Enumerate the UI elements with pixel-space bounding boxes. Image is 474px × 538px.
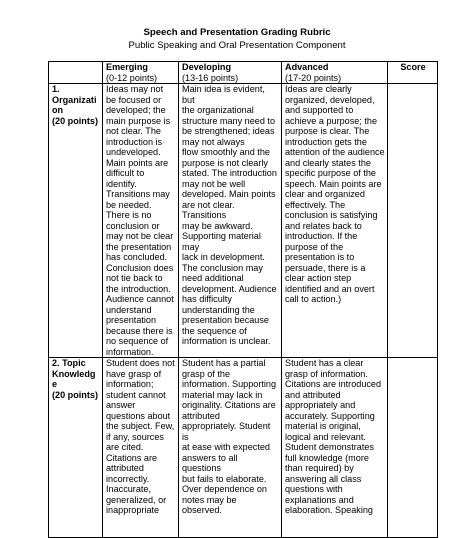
developing-line: be strengthened; ideas	[182, 126, 275, 136]
emerging-line: information;	[106, 379, 154, 389]
advanced-line: answering all class	[285, 473, 362, 484]
advanced-line: elaboration. Speaking	[285, 505, 373, 515]
advanced-line: purpose of the	[285, 241, 344, 252]
developing-line: may not always	[182, 136, 245, 147]
emerging-cell	[103, 358, 179, 538]
emerging-line: generalized, or	[106, 494, 167, 505]
advanced-line: introduction. If the	[285, 231, 358, 241]
developing-line: need additional	[182, 273, 244, 283]
header-cell-criterion	[49, 62, 103, 84]
advanced-line: presentation is to	[285, 252, 355, 262]
emerging-line: Student does not	[106, 358, 175, 368]
criterion-line: (20 points)	[52, 115, 98, 126]
advanced-line: speech. Main points are	[285, 178, 382, 189]
table-row	[49, 358, 438, 538]
document-title: Speech and Presentation Grading Rubric	[143, 27, 331, 38]
emerging-line: not clear. The	[106, 126, 161, 136]
criterion-cell	[49, 84, 103, 358]
developing-line: material may lack in	[182, 389, 263, 400]
score-cell	[388, 84, 438, 358]
developing-line: are not clear. Transitions	[182, 199, 235, 220]
emerging-line: Citations are	[106, 452, 158, 463]
developing-line: Main idea is evident, but	[182, 84, 265, 105]
advanced-line: Student demonstrates	[285, 442, 374, 452]
advanced-line: clear and organized	[285, 189, 365, 199]
emerging-line: incorrectly.	[106, 473, 150, 484]
advanced-line: material is original,	[285, 421, 361, 431]
developing-line: understanding the	[182, 304, 255, 315]
rubric-table	[48, 61, 438, 538]
developing-line: has difficulty	[182, 294, 232, 304]
advanced-line: Student has a clear	[285, 358, 364, 368]
header-cell-developing	[179, 62, 282, 84]
score-cell	[388, 358, 438, 538]
advanced-line: and supported to	[285, 105, 354, 115]
header-cell-emerging	[103, 62, 179, 84]
emerging-line: conclusion or	[106, 220, 160, 231]
emerging-line: Conclusion does	[106, 262, 174, 273]
advanced-line: attention of the audience	[285, 147, 385, 157]
developing-line: lack in development.	[182, 252, 265, 262]
advanced-line: Citations are introduced	[285, 379, 382, 389]
criterion-line: 1.	[52, 84, 60, 94]
emerging-line: difficult to	[106, 168, 145, 178]
emerging-line: Inaccurate,	[106, 484, 151, 494]
emerging-line: because there is	[106, 325, 173, 336]
criterion-line: (20 points)	[52, 389, 98, 400]
emerging-line: main purpose is	[106, 115, 171, 126]
advanced-line: and relates back to	[285, 220, 362, 231]
criterion-line: 2. Topic	[52, 358, 86, 368]
header-range: (17-20 points)	[285, 72, 342, 83]
developing-line: flow smoothly and the	[182, 147, 270, 157]
advanced-line: logical and relevant.	[285, 431, 366, 442]
advanced-line: full knowledge (more	[285, 452, 369, 463]
emerging-line: identify.	[106, 178, 137, 189]
advanced-line: specific purpose of the	[285, 168, 376, 178]
emerging-line: no sequence of	[106, 336, 169, 346]
developing-line: answers to all questions	[182, 452, 238, 473]
developing-line: attributed	[182, 410, 220, 421]
header-range: (0-12 points)	[106, 72, 158, 83]
advanced-line: call to action.)	[285, 294, 342, 304]
advanced-line: persuade, there is a	[285, 262, 366, 273]
developing-cell	[179, 84, 282, 358]
header-label: Score	[400, 62, 426, 72]
emerging-line: are cited.	[106, 442, 144, 452]
emerging-line: information.	[106, 346, 154, 357]
developing-line: the organizational	[182, 105, 254, 115]
advanced-line: and attributed	[285, 389, 341, 400]
emerging-line: Main points are	[106, 157, 169, 168]
emerging-line: the introduction.	[106, 283, 171, 294]
emerging-line: may not be clear	[106, 231, 174, 241]
emerging-line: Transitions may	[106, 189, 170, 199]
developing-line: developed. Main points	[182, 189, 276, 199]
header-range: (13-16 points)	[182, 72, 239, 83]
emerging-line: has concluded.	[106, 252, 168, 262]
header-label: Developing	[182, 62, 232, 72]
advanced-line: and clearly states the	[285, 157, 371, 168]
emerging-line: be needed.	[106, 199, 152, 210]
emerging-line: student cannot	[106, 389, 166, 400]
criterion-line: on	[52, 105, 64, 115]
emerging-line: the presentation	[106, 241, 172, 252]
emerging-line: Audience cannot	[106, 294, 174, 304]
developing-line: notes may be observed.	[182, 494, 237, 515]
developing-line: presentation because	[182, 315, 269, 325]
emerging-line: developed; the	[106, 105, 166, 115]
advanced-line: grasp of information.	[285, 368, 368, 379]
header-cell-advanced	[282, 62, 388, 84]
developing-line: may not be well	[182, 178, 246, 189]
advanced-line: identified and an overt	[285, 283, 375, 294]
emerging-line: presentation	[106, 315, 157, 325]
emerging-line: have grasp of	[106, 368, 162, 379]
emerging-line: introduction is	[106, 136, 163, 147]
advanced-cell	[282, 84, 388, 358]
header-row	[49, 62, 438, 84]
developing-line: the sequence of	[182, 325, 247, 336]
advanced-line: purpose is clear. The	[285, 126, 370, 136]
developing-line: Supporting material may	[182, 231, 261, 252]
criterion-line: Knowledg	[52, 368, 96, 379]
advanced-line: than required) by	[285, 463, 354, 473]
advanced-line: Ideas are clearly	[285, 84, 352, 94]
developing-line: stated. The introduction	[182, 168, 277, 178]
emerging-cell	[103, 84, 179, 358]
advanced-line: effectively. The	[285, 199, 346, 210]
developing-cell	[179, 358, 282, 538]
emerging-line: if any, sources	[106, 431, 164, 442]
developing-line: but fails to elaborate.	[182, 473, 267, 484]
emerging-line: be focused or	[106, 94, 162, 105]
developing-line: may be awkward.	[182, 220, 253, 231]
emerging-line: undeveloped.	[106, 147, 161, 157]
advanced-line: organized, developed,	[285, 94, 375, 105]
developing-line: originality. Citations are	[182, 400, 276, 410]
table-row	[49, 84, 438, 358]
advanced-line: explanations and	[285, 494, 354, 505]
advanced-line: introduction gets the	[285, 136, 367, 147]
emerging-line: answer	[106, 400, 136, 410]
criterion-cell	[49, 358, 103, 538]
document-subtitle: Public Speaking and Oral Presentation Component	[128, 40, 346, 51]
developing-line: information. Supporting	[182, 379, 277, 389]
advanced-line: appropriately and	[285, 400, 356, 410]
advanced-line: clear action step	[285, 273, 352, 283]
developing-line: information is unclear.	[182, 336, 271, 346]
developing-line: at ease with expected	[182, 442, 270, 452]
emerging-line: questions about	[106, 410, 171, 421]
emerging-line: attributed	[106, 463, 144, 473]
advanced-line: conclusion is satisfying	[285, 210, 378, 220]
criterion-line: Organizati	[52, 94, 97, 105]
emerging-line: inappropriate	[106, 505, 160, 515]
developing-line: structure many need to	[182, 115, 276, 126]
header-label: Emerging	[106, 62, 148, 72]
developing-line: appropriately. Student is	[182, 421, 271, 442]
header-cell-score	[388, 62, 438, 84]
advanced-line: questions with	[285, 484, 343, 494]
developing-line: purpose is not clearly	[182, 157, 268, 168]
criterion-line: e	[52, 379, 58, 389]
emerging-line: understand	[106, 304, 152, 315]
header-label: Advanced	[285, 62, 329, 72]
advanced-line: achieve a purpose; the	[285, 115, 378, 126]
emerging-line: Ideas may not	[106, 84, 164, 94]
emerging-line: the subject. Few,	[106, 421, 175, 431]
developing-line: development. Audience	[182, 283, 277, 294]
emerging-line: There is no	[106, 210, 152, 220]
emerging-line: not tie back to	[106, 273, 163, 283]
developing-line: The conclusion may	[182, 262, 263, 273]
developing-line: grasp of the	[182, 368, 231, 379]
advanced-line: accurately. Supporting	[285, 410, 375, 421]
advanced-cell	[282, 358, 388, 538]
developing-line: Student has a partial	[182, 358, 266, 368]
developing-line: Over dependence on	[182, 484, 267, 494]
